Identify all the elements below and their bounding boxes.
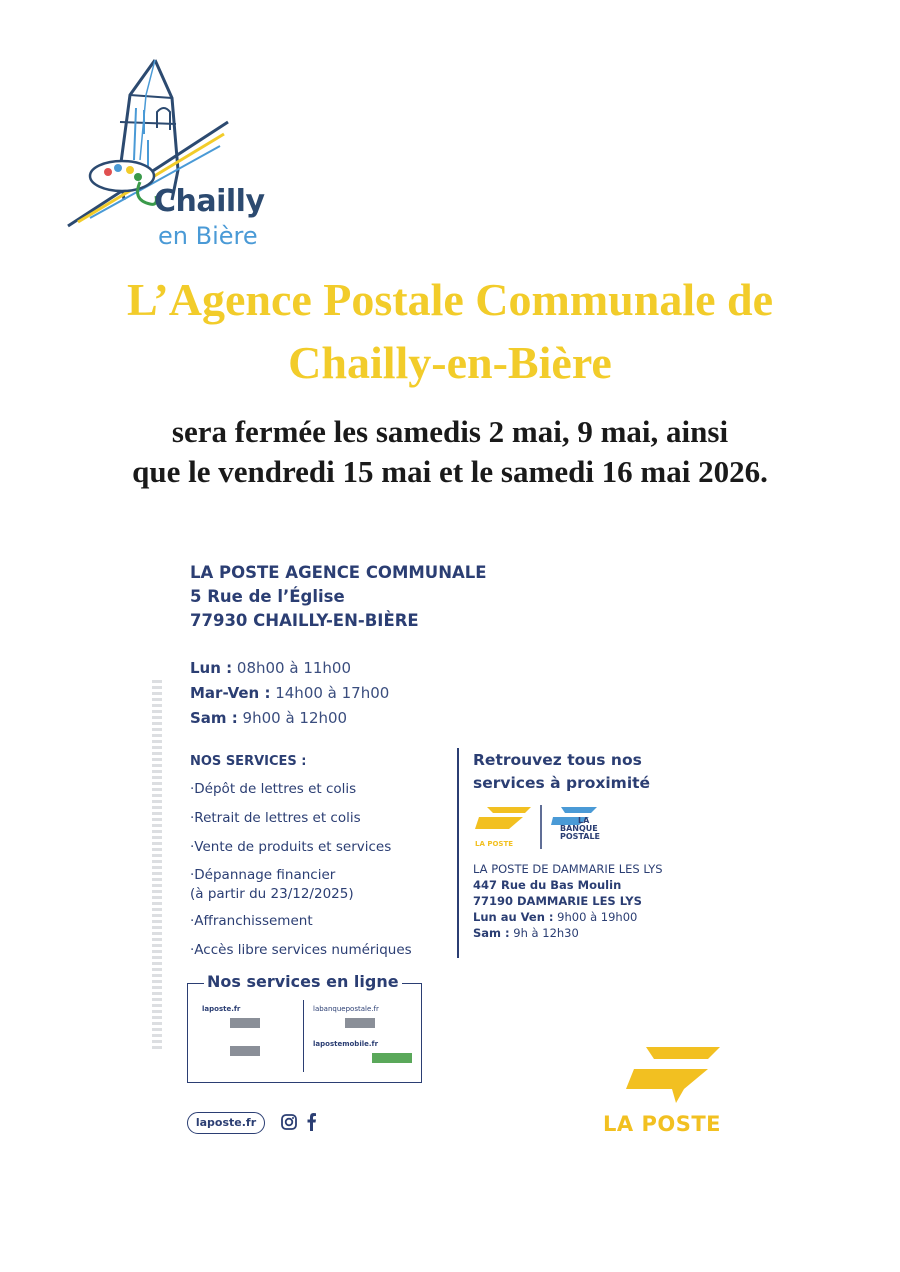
laposte-small-logo-icon [475,807,531,829]
agency-city: 77930 CHAILLY-EN-BIÈRE [190,611,419,630]
qr-badge [345,1018,375,1028]
qr-badge [230,1046,260,1056]
laposte-small-label: LA POSTE [475,840,513,848]
online-mobile-link[interactable]: lapostemobile.fr [313,1040,379,1048]
service-item: ·Dépôt de lettres et colis [190,781,357,797]
opening-hours [190,656,389,731]
laposte-link-pill[interactable]: laposte.fr [187,1112,265,1134]
online-box-divider [303,1000,304,1072]
online-services-title: Nos services en ligne [204,972,402,991]
agency-name: LA POSTE AGENCE COMMUNALE [190,563,487,582]
legal-side-text [152,680,162,1050]
instagram-icon[interactable] [280,1113,298,1131]
headline-line-2: Chailly-en-Bière [288,337,612,388]
service-item: ·Affranchissement [190,913,313,929]
logo-text-en-biere: en Bière [158,222,258,250]
hours-row: Lun : 08h00 à 11h00 [190,659,351,677]
hours-row: Mar-Ven : 14h00 à 17h00 [190,684,390,702]
logo-text-chailly: Chailly [154,184,265,219]
agency-street: 5 Rue de l’Église [190,587,345,606]
online-laposte-link[interactable]: laposte.fr [202,1005,241,1013]
service-item-note: (à partir du 23/12/2025) [190,886,354,902]
notice-line-2: que le vendredi 15 mai et le samedi 16 mai 2026. [132,454,768,489]
agency-address [190,561,487,633]
service-item: ·Vente de produits et services [190,839,392,855]
qr-badge [230,1018,260,1028]
service-item: ·Dépannage financier [190,867,336,883]
services-title: NOS SERVICES : [190,754,307,769]
headline-line-1: L’Agence Postale Communale de [126,274,774,325]
column-divider [457,748,459,958]
notice-line-1: sera fermée les samedis 2 mai, 9 mai, ainsi [171,414,729,449]
laposte-brand-text: LA POSTE [603,1112,721,1136]
laposte-logo-icon [620,1045,735,1107]
online-banque-link[interactable]: labanquepostale.fr [313,1005,379,1013]
hours-row: Sam : 9h00 à 12h00 [190,709,348,727]
service-item: ·Retrait de lettres et colis [190,810,361,826]
nearby-title: Retrouvez tous nos services à proximité [473,751,651,792]
banque-postale-label: LA BANQUE POSTALE [560,816,601,841]
nearby-office: LA POSTE DE DAMMARIE LES LYS 447 Rue du Bas Moulin 77190 DAMMARIE LES LYS Lun au Ven : 9h00 à 19h00 Sam : 9h à 12h30 [473,862,663,940]
facebook-icon[interactable] [305,1112,317,1132]
mobile-badge [372,1053,412,1063]
online-services-box [187,983,422,1083]
service-item: ·Accès libre services numériques [190,942,412,958]
